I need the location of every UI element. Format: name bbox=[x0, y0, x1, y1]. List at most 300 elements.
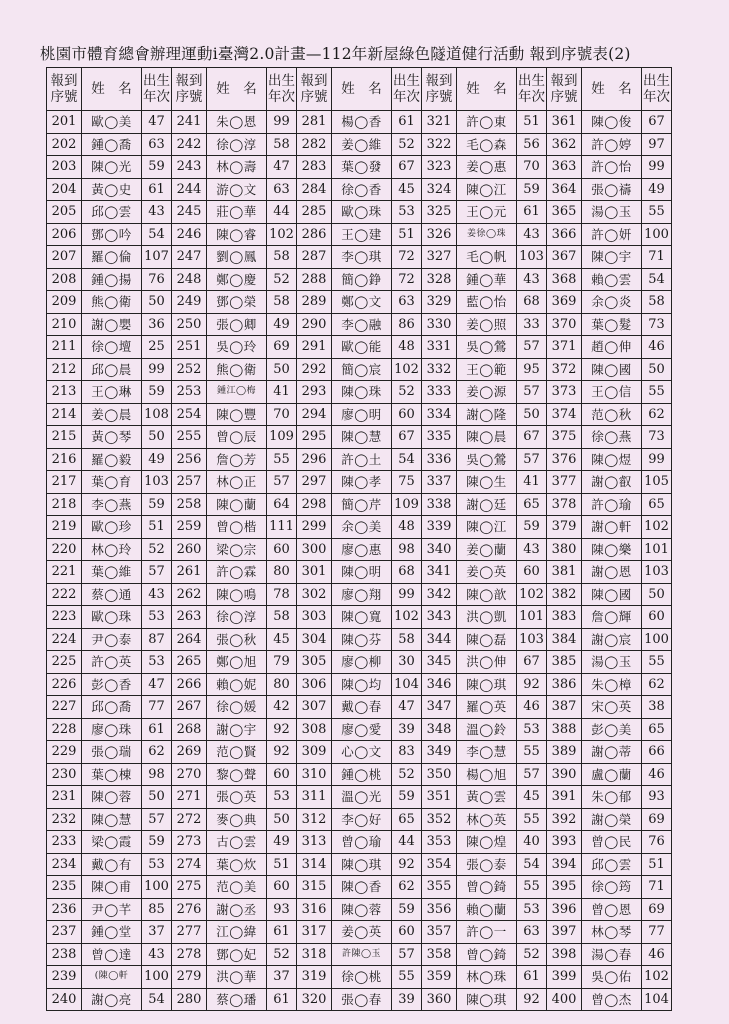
participant-name: 曾◯辰 bbox=[207, 426, 267, 449]
table-row bbox=[47, 178, 672, 201]
participant-name: 曾◯楷 bbox=[207, 516, 267, 539]
birth-year: 45 bbox=[267, 628, 297, 651]
birth-year: 59 bbox=[142, 381, 172, 404]
birth-year: 33 bbox=[517, 313, 547, 336]
participant-name: 鍾江◯梅 bbox=[207, 381, 267, 404]
entry-number: 313 bbox=[297, 831, 332, 854]
birth-year: 61 bbox=[142, 178, 172, 201]
entry-number: 210 bbox=[47, 313, 82, 336]
birth-year: 60 bbox=[517, 561, 547, 584]
participant-name: 王◯琳 bbox=[82, 381, 142, 404]
birth-year: 55 bbox=[642, 651, 672, 674]
birth-year: 55 bbox=[392, 966, 422, 989]
participant-name: 溫◯鈴 bbox=[457, 718, 517, 741]
entry-number: 337 bbox=[422, 471, 457, 494]
entry-number: 227 bbox=[47, 696, 82, 719]
birth-year: 36 bbox=[142, 313, 172, 336]
birth-year: 59 bbox=[142, 156, 172, 179]
table-row bbox=[47, 583, 672, 606]
birth-year: 57 bbox=[517, 336, 547, 359]
birth-year: 43 bbox=[517, 223, 547, 246]
participant-name: 古◯雲 bbox=[207, 831, 267, 854]
table-row bbox=[47, 268, 672, 291]
participant-name: 廖◯柳 bbox=[332, 651, 392, 674]
birth-year: 77 bbox=[642, 921, 672, 944]
entry-number: 358 bbox=[422, 943, 457, 966]
participant-name: 朱◯樟 bbox=[582, 673, 642, 696]
entry-number: 365 bbox=[547, 201, 582, 224]
participant-name: 葉◯發 bbox=[332, 156, 392, 179]
entry-number: 384 bbox=[547, 628, 582, 651]
birth-year: 65 bbox=[642, 493, 672, 516]
entry-number: 372 bbox=[547, 358, 582, 381]
entry-number: 328 bbox=[422, 268, 457, 291]
participant-name: 許◯英 bbox=[82, 651, 142, 674]
birth-year: 51 bbox=[642, 853, 672, 876]
birth-year: 42 bbox=[267, 696, 297, 719]
header-name: 姓 名 bbox=[207, 68, 267, 111]
birth-year: 69 bbox=[642, 898, 672, 921]
header-number-line1: 報到 bbox=[175, 73, 203, 89]
entry-number: 242 bbox=[172, 133, 207, 156]
participant-name: 邱◯喬 bbox=[82, 696, 142, 719]
birth-year: 51 bbox=[267, 853, 297, 876]
participant-name: 楊◯旭 bbox=[457, 763, 517, 786]
header-number bbox=[422, 68, 457, 111]
table-row bbox=[47, 291, 672, 314]
birth-year: 60 bbox=[267, 763, 297, 786]
entry-number: 217 bbox=[47, 471, 82, 494]
entry-number: 308 bbox=[297, 718, 332, 741]
entry-number: 216 bbox=[47, 448, 82, 471]
participant-name: 姜◯晨 bbox=[82, 403, 142, 426]
header-year-line1: 出生 bbox=[393, 73, 420, 89]
entry-number: 256 bbox=[172, 448, 207, 471]
birth-year: 57 bbox=[517, 448, 547, 471]
table-row bbox=[47, 628, 672, 651]
participant-name: (陳◯軒 bbox=[82, 966, 142, 989]
header-birth-year bbox=[392, 68, 422, 111]
birth-year: 100 bbox=[142, 876, 172, 899]
participant-name: 蔡◯璠 bbox=[207, 988, 267, 1011]
entry-number: 203 bbox=[47, 156, 82, 179]
entry-number: 359 bbox=[422, 966, 457, 989]
participant-name: 鍾◯喬 bbox=[82, 133, 142, 156]
participant-name: 詹◯芳 bbox=[207, 448, 267, 471]
entry-number: 325 bbox=[422, 201, 457, 224]
entry-number: 205 bbox=[47, 201, 82, 224]
entry-number: 253 bbox=[172, 381, 207, 404]
entry-number: 397 bbox=[547, 921, 582, 944]
entry-number: 323 bbox=[422, 156, 457, 179]
entry-number: 311 bbox=[297, 786, 332, 809]
participant-name: 張◯秋 bbox=[207, 628, 267, 651]
participant-name: 黎◯聲 bbox=[207, 763, 267, 786]
birth-year: 60 bbox=[392, 403, 422, 426]
entry-number: 371 bbox=[547, 336, 582, 359]
participant-name: 陳◯歆 bbox=[457, 583, 517, 606]
entry-number: 264 bbox=[172, 628, 207, 651]
birth-year: 46 bbox=[642, 336, 672, 359]
participant-name: 陳◯香 bbox=[332, 876, 392, 899]
entry-number: 390 bbox=[547, 763, 582, 786]
header-year-line2: 年次 bbox=[643, 89, 670, 105]
entry-number: 269 bbox=[172, 741, 207, 764]
birth-year: 54 bbox=[642, 268, 672, 291]
birth-year: 39 bbox=[392, 718, 422, 741]
entry-number: 354 bbox=[422, 853, 457, 876]
participant-name: 歐◯珠 bbox=[332, 201, 392, 224]
entry-number: 353 bbox=[422, 831, 457, 854]
entry-number: 355 bbox=[422, 876, 457, 899]
birth-year: 30 bbox=[392, 651, 422, 674]
participant-name: 葉◯維 bbox=[82, 561, 142, 584]
birth-year: 71 bbox=[642, 876, 672, 899]
participant-name: 謝◯嬰 bbox=[82, 313, 142, 336]
participant-name: 熊◯衛 bbox=[82, 291, 142, 314]
birth-year: 52 bbox=[392, 381, 422, 404]
birth-year: 98 bbox=[142, 763, 172, 786]
birth-year: 66 bbox=[642, 741, 672, 764]
birth-year: 55 bbox=[517, 876, 547, 899]
participant-name: 陳◯琪 bbox=[332, 853, 392, 876]
header-number bbox=[47, 68, 82, 111]
participant-name: 林◯玲 bbox=[82, 538, 142, 561]
entry-number: 333 bbox=[422, 381, 457, 404]
entry-number: 392 bbox=[547, 808, 582, 831]
participant-name: 余◯炎 bbox=[582, 291, 642, 314]
participant-name: 羅◯毅 bbox=[82, 448, 142, 471]
birth-year: 58 bbox=[642, 291, 672, 314]
table-row bbox=[47, 853, 672, 876]
birth-year: 58 bbox=[392, 628, 422, 651]
birth-year: 61 bbox=[142, 718, 172, 741]
birth-year: 67 bbox=[517, 426, 547, 449]
participant-name: 謝◯亮 bbox=[82, 988, 142, 1011]
entry-number: 263 bbox=[172, 606, 207, 629]
birth-year: 47 bbox=[142, 673, 172, 696]
birth-year: 92 bbox=[517, 988, 547, 1011]
entry-number: 393 bbox=[547, 831, 582, 854]
birth-year: 99 bbox=[267, 111, 297, 134]
birth-year: 98 bbox=[392, 538, 422, 561]
participant-name: 曾◯恩 bbox=[582, 898, 642, 921]
participant-name: 張◯春 bbox=[332, 988, 392, 1011]
entry-number: 231 bbox=[47, 786, 82, 809]
entry-number: 364 bbox=[547, 178, 582, 201]
participant-name: 葉◯髮 bbox=[582, 313, 642, 336]
birth-year: 107 bbox=[142, 246, 172, 269]
birth-year: 80 bbox=[267, 673, 297, 696]
birth-year: 55 bbox=[642, 381, 672, 404]
entry-number: 381 bbox=[547, 561, 582, 584]
table-row bbox=[47, 111, 672, 134]
entry-number: 316 bbox=[297, 898, 332, 921]
birth-year: 102 bbox=[392, 606, 422, 629]
participant-name: 謝◯叡 bbox=[582, 471, 642, 494]
table-row bbox=[47, 201, 672, 224]
entry-number: 251 bbox=[172, 336, 207, 359]
birth-year: 53 bbox=[517, 898, 547, 921]
entry-number: 380 bbox=[547, 538, 582, 561]
entry-number: 388 bbox=[547, 718, 582, 741]
birth-year: 61 bbox=[267, 921, 297, 944]
entry-number: 201 bbox=[47, 111, 82, 134]
birth-year: 103 bbox=[517, 246, 547, 269]
birth-year: 57 bbox=[392, 943, 422, 966]
entry-number: 267 bbox=[172, 696, 207, 719]
entry-number: 391 bbox=[547, 786, 582, 809]
birth-year: 87 bbox=[142, 628, 172, 651]
participant-name: 李◯慧 bbox=[457, 741, 517, 764]
birth-year: 60 bbox=[267, 538, 297, 561]
participant-name: 邱◯雲 bbox=[82, 201, 142, 224]
entry-number: 230 bbox=[47, 763, 82, 786]
entry-number: 341 bbox=[422, 561, 457, 584]
table-body bbox=[47, 111, 672, 1011]
entry-number: 379 bbox=[547, 516, 582, 539]
entry-number: 320 bbox=[297, 988, 332, 1011]
entry-number: 222 bbox=[47, 583, 82, 606]
participant-name: 鄧◯榮 bbox=[207, 291, 267, 314]
birth-year: 63 bbox=[392, 291, 422, 314]
participant-name: 吳◯鶯 bbox=[457, 448, 517, 471]
participant-name: 戴◯有 bbox=[82, 853, 142, 876]
birth-year: 103 bbox=[142, 471, 172, 494]
participant-name: 詹◯輝 bbox=[582, 606, 642, 629]
entry-number: 332 bbox=[422, 358, 457, 381]
birth-year: 109 bbox=[267, 426, 297, 449]
participant-name: 張◯瑞 bbox=[82, 741, 142, 764]
participant-name: 葉◯棟 bbox=[82, 763, 142, 786]
entry-number: 336 bbox=[422, 448, 457, 471]
entry-number: 329 bbox=[422, 291, 457, 314]
table-row bbox=[47, 876, 672, 899]
entry-number: 293 bbox=[297, 381, 332, 404]
participant-name: 張◯禱 bbox=[582, 178, 642, 201]
entry-number: 319 bbox=[297, 966, 332, 989]
entry-number: 360 bbox=[422, 988, 457, 1011]
birth-year: 54 bbox=[392, 448, 422, 471]
entry-number: 347 bbox=[422, 696, 457, 719]
birth-year: 76 bbox=[642, 831, 672, 854]
participant-name: 鄭◯慶 bbox=[207, 268, 267, 291]
table-row bbox=[47, 606, 672, 629]
header-name: 姓 名 bbox=[457, 68, 517, 111]
participant-name: 陳◯慧 bbox=[332, 426, 392, 449]
participant-name: 姜◯惠 bbox=[457, 156, 517, 179]
participant-name: 姜◯維 bbox=[332, 133, 392, 156]
birth-year: 57 bbox=[267, 471, 297, 494]
participant-name: 簡◯芹 bbox=[332, 493, 392, 516]
entry-number: 270 bbox=[172, 763, 207, 786]
birth-year: 53 bbox=[142, 651, 172, 674]
entry-number: 282 bbox=[297, 133, 332, 156]
entry-number: 229 bbox=[47, 741, 82, 764]
entry-number: 338 bbox=[422, 493, 457, 516]
participant-name: 許◯土 bbox=[332, 448, 392, 471]
header-number bbox=[172, 68, 207, 111]
entry-number: 262 bbox=[172, 583, 207, 606]
participant-name: 羅◯倫 bbox=[82, 246, 142, 269]
participant-name: 趙◯伸 bbox=[582, 336, 642, 359]
participant-name: 徐◯媛 bbox=[207, 696, 267, 719]
entry-number: 236 bbox=[47, 898, 82, 921]
birth-year: 54 bbox=[142, 988, 172, 1011]
participant-name: 湯◯玉 bbox=[582, 651, 642, 674]
table-row bbox=[47, 786, 672, 809]
entry-number: 374 bbox=[547, 403, 582, 426]
participant-name: 陳◯鳴 bbox=[207, 583, 267, 606]
header-birth-year bbox=[642, 68, 672, 111]
participant-name: 廖◯翔 bbox=[332, 583, 392, 606]
table-row bbox=[47, 156, 672, 179]
entry-number: 368 bbox=[547, 268, 582, 291]
participant-name: 陳◯芬 bbox=[332, 628, 392, 651]
entry-number: 232 bbox=[47, 808, 82, 831]
entry-number: 345 bbox=[422, 651, 457, 674]
entry-number: 324 bbox=[422, 178, 457, 201]
entry-number: 385 bbox=[547, 651, 582, 674]
table-row bbox=[47, 246, 672, 269]
header-number bbox=[547, 68, 582, 111]
table-row bbox=[47, 718, 672, 741]
participant-name: 吳◯鶯 bbox=[457, 336, 517, 359]
participant-name: 鍾◯桃 bbox=[332, 763, 392, 786]
birth-year: 58 bbox=[267, 246, 297, 269]
participant-name: 鍾◯堂 bbox=[82, 921, 142, 944]
participant-name: 徐◯淳 bbox=[207, 606, 267, 629]
header-number-line1: 報到 bbox=[425, 73, 453, 89]
entry-number: 285 bbox=[297, 201, 332, 224]
birth-year: 58 bbox=[267, 606, 297, 629]
birth-year: 40 bbox=[517, 831, 547, 854]
birth-year: 67 bbox=[392, 156, 422, 179]
entry-number: 383 bbox=[547, 606, 582, 629]
entry-number: 315 bbox=[297, 876, 332, 899]
participant-name: 李◯燕 bbox=[82, 493, 142, 516]
entry-number: 398 bbox=[547, 943, 582, 966]
participant-name: 鄭◯旭 bbox=[207, 651, 267, 674]
birth-year: 57 bbox=[142, 808, 172, 831]
entry-number: 334 bbox=[422, 403, 457, 426]
birth-year: 63 bbox=[267, 178, 297, 201]
birth-year: 103 bbox=[517, 628, 547, 651]
birth-year: 52 bbox=[392, 763, 422, 786]
participant-name: 王◯範 bbox=[457, 358, 517, 381]
entry-number: 265 bbox=[172, 651, 207, 674]
birth-year: 48 bbox=[392, 336, 422, 359]
birth-year: 53 bbox=[142, 853, 172, 876]
participant-name: 心◯文 bbox=[332, 741, 392, 764]
birth-year: 53 bbox=[267, 786, 297, 809]
participant-name: 許◯一 bbox=[457, 921, 517, 944]
birth-year: 55 bbox=[517, 741, 547, 764]
entry-number: 366 bbox=[547, 223, 582, 246]
header-number-line2: 序號 bbox=[300, 89, 328, 105]
birth-year: 109 bbox=[392, 493, 422, 516]
birth-year: 61 bbox=[392, 111, 422, 134]
participant-name: 徐◯筠 bbox=[582, 876, 642, 899]
entry-number: 302 bbox=[297, 583, 332, 606]
birth-year: 60 bbox=[642, 606, 672, 629]
birth-year: 44 bbox=[392, 831, 422, 854]
participant-name: 麥◯典 bbox=[207, 808, 267, 831]
birth-year: 99 bbox=[642, 156, 672, 179]
birth-year: 38 bbox=[642, 696, 672, 719]
entry-number: 377 bbox=[547, 471, 582, 494]
table-row bbox=[47, 988, 672, 1011]
birth-year: 67 bbox=[642, 111, 672, 134]
entry-number: 394 bbox=[547, 853, 582, 876]
birth-year: 49 bbox=[642, 178, 672, 201]
table-row bbox=[47, 741, 672, 764]
participant-name: 廖◯明 bbox=[332, 403, 392, 426]
entry-number: 327 bbox=[422, 246, 457, 269]
birth-year: 57 bbox=[517, 763, 547, 786]
birth-year: 50 bbox=[642, 583, 672, 606]
birth-year: 58 bbox=[267, 291, 297, 314]
participant-name: 張◯卿 bbox=[207, 313, 267, 336]
participant-name: 葉◯炊 bbox=[207, 853, 267, 876]
entry-number: 276 bbox=[172, 898, 207, 921]
entry-number: 317 bbox=[297, 921, 332, 944]
birth-year: 68 bbox=[392, 561, 422, 584]
entry-number: 309 bbox=[297, 741, 332, 764]
participant-name: 陳◯國 bbox=[582, 358, 642, 381]
table-row bbox=[47, 493, 672, 516]
birth-year: 43 bbox=[142, 201, 172, 224]
birth-year: 71 bbox=[642, 246, 672, 269]
entry-number: 280 bbox=[172, 988, 207, 1011]
table-row bbox=[47, 696, 672, 719]
birth-year: 25 bbox=[142, 336, 172, 359]
entry-number: 297 bbox=[297, 471, 332, 494]
entry-number: 233 bbox=[47, 831, 82, 854]
entry-number: 240 bbox=[47, 988, 82, 1011]
participant-name: 吳◯玲 bbox=[207, 336, 267, 359]
entry-number: 307 bbox=[297, 696, 332, 719]
birth-year: 70 bbox=[517, 156, 547, 179]
participant-name: 歐◯珍 bbox=[82, 516, 142, 539]
entry-number: 274 bbox=[172, 853, 207, 876]
participant-name: 曾◯錡 bbox=[457, 943, 517, 966]
birth-year: 93 bbox=[267, 898, 297, 921]
entry-number: 284 bbox=[297, 178, 332, 201]
entry-number: 228 bbox=[47, 718, 82, 741]
entry-number: 225 bbox=[47, 651, 82, 674]
participant-name: 陳◯煌 bbox=[457, 831, 517, 854]
birth-year: 52 bbox=[267, 268, 297, 291]
entry-number: 303 bbox=[297, 606, 332, 629]
birth-year: 95 bbox=[517, 358, 547, 381]
entry-number: 255 bbox=[172, 426, 207, 449]
entry-number: 350 bbox=[422, 763, 457, 786]
participant-name: 范◯賢 bbox=[207, 741, 267, 764]
participant-name: 廖◯惠 bbox=[332, 538, 392, 561]
entry-number: 296 bbox=[297, 448, 332, 471]
entry-number: 250 bbox=[172, 313, 207, 336]
birth-year: 105 bbox=[642, 471, 672, 494]
birth-year: 92 bbox=[392, 853, 422, 876]
participant-name: 彭◯美 bbox=[582, 718, 642, 741]
participant-name: 李◯琪 bbox=[332, 246, 392, 269]
participant-name: 陳◯慧 bbox=[82, 808, 142, 831]
entry-number: 219 bbox=[47, 516, 82, 539]
table-row bbox=[47, 403, 672, 426]
birth-year: 102 bbox=[642, 516, 672, 539]
entry-number: 340 bbox=[422, 538, 457, 561]
